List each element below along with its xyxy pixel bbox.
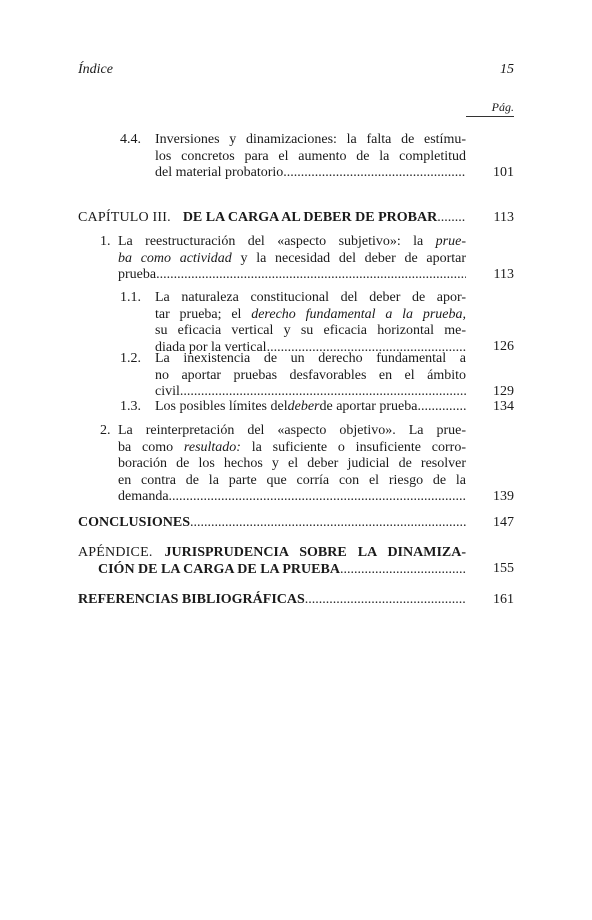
toc-entry-text: su eficacia vertical y su eficacia horizontal me- <box>155 323 466 338</box>
toc-page-number: 134 <box>493 399 514 414</box>
leader-dots <box>190 515 466 532</box>
toc-page-number: 139 <box>493 489 514 504</box>
toc-entry-text: en contra de la parte que corría con el riesgo de la <box>118 472 466 488</box>
toc-section-title-cont: CIÓN DE LA CARGA DE LA PRUEBA ..... <box>78 562 466 579</box>
toc-entry-number: 4.4. <box>120 132 141 147</box>
toc-entry-text-last: demanda ..... <box>118 489 466 506</box>
toc-page-number: 155 <box>493 561 514 576</box>
leader-dots <box>156 267 466 284</box>
toc-entry-text: La inexistencia de un derecho fundamental a <box>155 351 466 366</box>
leader-dots <box>283 165 466 182</box>
toc-page-number: 161 <box>493 592 514 607</box>
running-header-left: Índice <box>78 62 113 77</box>
toc-entry-text: no aportar pruebas desfavorables en el ámbito <box>155 367 466 383</box>
toc-chapter-3[interactable] <box>78 210 466 227</box>
toc-section-title: REFERENCIAS BIBLIOGRÁFICAS ..... <box>78 592 466 609</box>
toc-entry-number: 1.2. <box>120 351 141 366</box>
toc-entry-text: boración de los hechos y el deber judicial de resolver <box>118 456 466 471</box>
toc-page-number: 129 <box>493 384 514 399</box>
chapter-label: CAPÍTULO III. <box>78 210 171 225</box>
toc-entry-text: ba como actividad y la necesidad del deber de aportar <box>118 250 466 266</box>
toc-chapter-title <box>78 210 466 227</box>
leader-dots <box>417 399 466 416</box>
toc-entry-number: 1.1. <box>120 290 141 305</box>
toc-conclusiones[interactable] <box>78 515 466 532</box>
leader-dots <box>437 210 466 227</box>
toc-entry-text-last: Los posibles límites del deber de aportar prueba ..... <box>155 399 466 416</box>
toc-entry-number: 1. <box>100 234 111 249</box>
toc-entry-text: Inversiones y dinamizaciones: la falta de estímu- <box>155 132 466 147</box>
toc-entry-text: ba como resultado: la suficiente o insuficiente corro- <box>118 439 466 455</box>
leader-dots <box>169 489 466 506</box>
toc-page-number: 101 <box>493 165 514 180</box>
toc-entry-text: La reinterpretación del «aspecto objetivo». La prue- <box>118 423 466 438</box>
toc-page-number: 126 <box>493 339 514 354</box>
toc-section-title: CONCLUSIONES ..... <box>78 515 466 532</box>
chapter-title: DE LA CARGA AL DEBER DE PROBAR <box>182 210 438 225</box>
toc-entry-text-last: civil ..... <box>155 384 466 401</box>
toc-entry-text: tar prueba; el derecho fundamental a la prueba, <box>155 306 466 322</box>
toc-apendice[interactable] <box>78 545 466 578</box>
toc-entry-number: 2. <box>100 423 111 438</box>
toc-page-number: 113 <box>493 210 514 225</box>
page-column-label: Pág. <box>466 100 514 117</box>
page-number: 15 <box>500 62 514 77</box>
toc-referencias[interactable] <box>78 592 466 609</box>
toc-page-number: 147 <box>493 515 514 530</box>
toc-entry-text-last: diada por la vertical ..... <box>155 340 466 357</box>
toc-page-number: 113 <box>493 267 514 282</box>
toc-entry-text-last: prueba ..... <box>118 267 466 284</box>
toc-section-title: APÉNDICE. JURISPRUDENCIA SOBRE LA DINAMIZA- <box>78 545 466 560</box>
toc-entry-number: 1.3. <box>120 399 141 414</box>
leader-dots <box>305 592 466 609</box>
toc-entry-text-last: del material probatorio ..... <box>155 165 466 182</box>
leader-dots <box>340 562 466 579</box>
toc-entry-text: los concretos para el aumento de la completitud <box>155 148 466 164</box>
toc-entry-text: La naturaleza constitucional del deber de apor- <box>155 290 466 305</box>
toc-entry-text: La reestructuración del «aspecto subjetivo»: la prue- <box>118 234 466 249</box>
